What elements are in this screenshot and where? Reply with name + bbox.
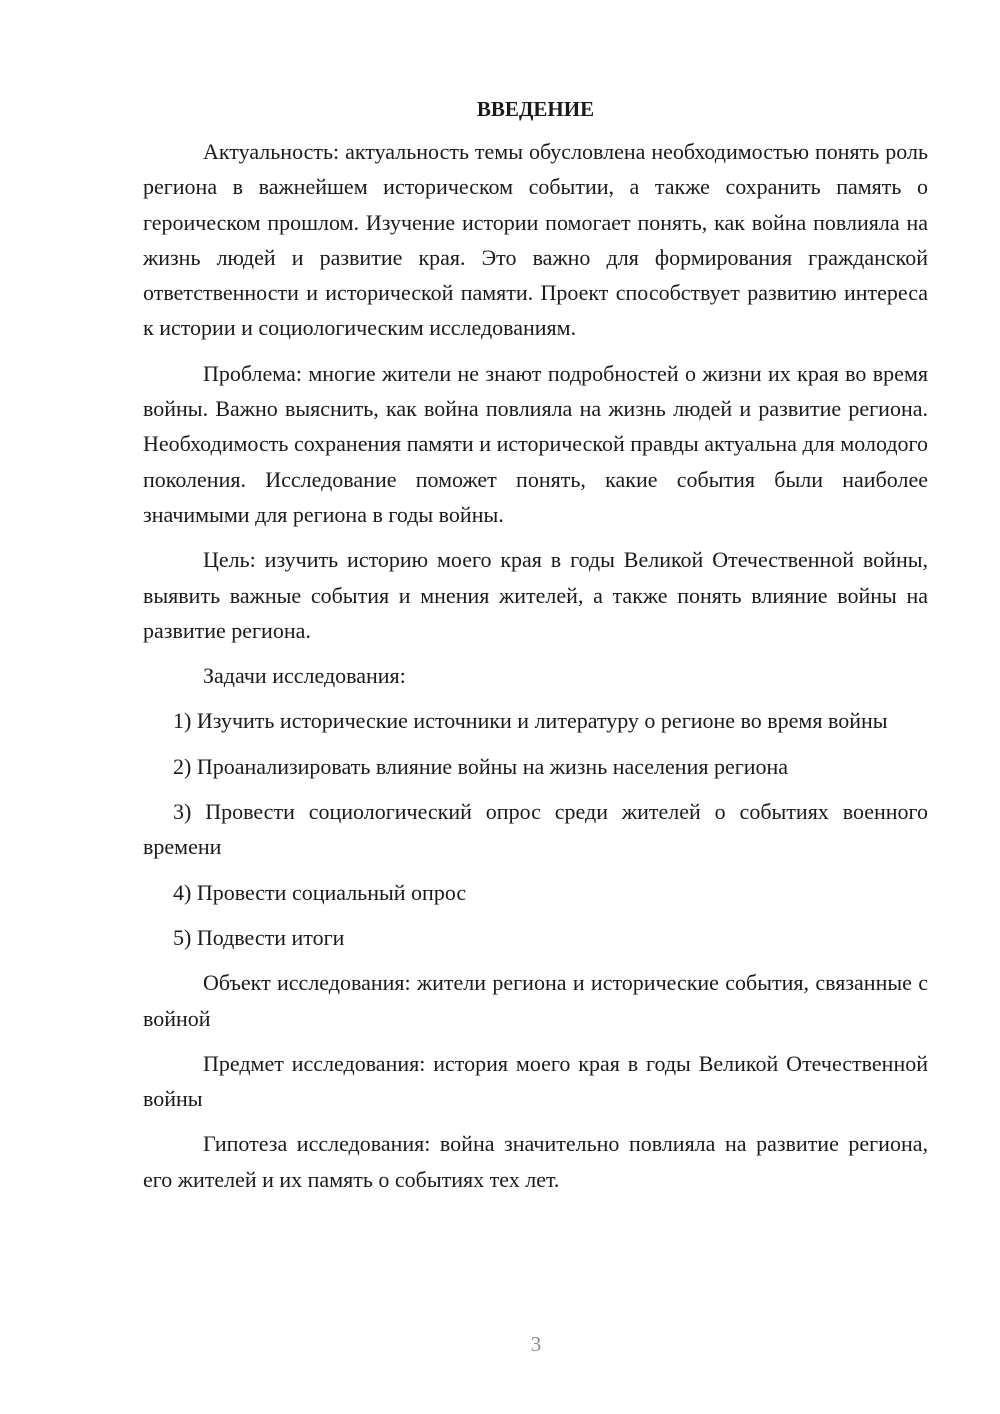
task-item-2: 2) Проанализировать влияние войны на жизнь населения региона bbox=[173, 753, 789, 779]
hypothesis-paragraph: Гипотеза исследования: война значительно повлияла на развитие региона, его жителей и их память о событиях тех лет. bbox=[143, 1131, 928, 1192]
relevance-paragraph: Актуальность: актуальность темы обусловлена необходимостью понять роль региона в важнейшем историческом событии, а также сохранить память о героическом прошлом. Изучение истории помогает понять, как война повлияла на жизнь людей и развитие края. Это важно для формирования гражданской ответственности и исторической памяти. Проект способствует развитию интереса к истории и социологическим исследованиям. bbox=[143, 139, 928, 341]
section-title: ВВЕДЕНИЕ bbox=[476, 97, 595, 121]
task-item-1: 1) Изучить исторические источники и литературу о регионе во время войны bbox=[173, 708, 888, 734]
task-item-4: 4) Провести социальный опрос bbox=[173, 879, 467, 905]
object-paragraph: Объект исследования: жители региона и исторические события, связанные с войной bbox=[143, 970, 928, 1031]
page-number: 3 bbox=[530, 1332, 542, 1356]
page-content bbox=[143, 92, 928, 1207]
task-item-3: 3) Провести социологический опрос среди жителей о событиях военного времени bbox=[143, 799, 928, 860]
subject-paragraph: Предмет исследования: история моего края в годы Великой Отечественной войны bbox=[143, 1050, 928, 1112]
problem-paragraph: Проблема: многие жители не знают подробностей о жизни их края во время войны. Важно выяснить, как война повлияла на жизнь людей и развитие региона. Необходимость сохранения памяти и исторической правды актуальна для молодого поколения. Исследование поможет понять, какие события были наиболее значимыми для региона в годы войны. bbox=[143, 360, 928, 527]
tasks-heading: Задачи исследования: bbox=[203, 663, 406, 689]
task-item-5: 5) Подвести итоги bbox=[173, 924, 345, 950]
goal-paragraph: Цель: изучить историю моего края в годы Великой Отечественной войны, выявить важные события и мнения жителей, а также понять влияние войны на развитие региона. bbox=[143, 547, 928, 643]
